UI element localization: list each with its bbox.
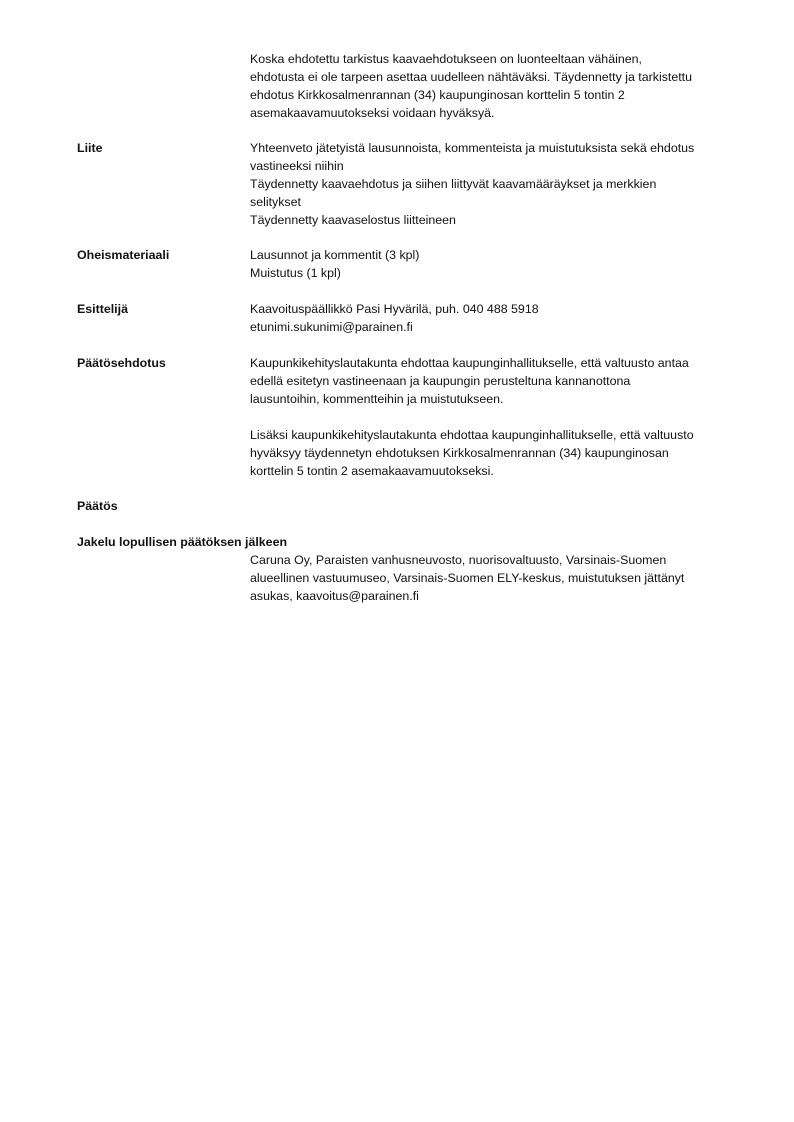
intro-paragraph	[250, 50, 750, 122]
intro-line: ehdotusta ei ole tarpeen asettaa uudelleen nähtäväksi. Täydennetty ja tarkistettu	[250, 70, 693, 84]
intro-line: ehdotus Kirkkosalmenrannan (34) kaupunginosan korttelin 5 tontin 2	[250, 88, 625, 102]
esittelija-content	[250, 300, 750, 336]
jakelu-line: asukas, kaavoitus@parainen.fi	[250, 589, 419, 603]
paatos-label: Päätös	[77, 499, 118, 513]
paatosehdotus-line: korttelin 5 tontin 2 asemakaavamuutokseksi.	[250, 464, 494, 478]
liite-content	[250, 139, 750, 229]
jakelu-line: Caruna Oy, Paraisten vanhusneuvosto, nuorisovaltuusto, Varsinais-Suomen	[250, 553, 667, 567]
paatosehdotus-line: Kaupunkikehityslautakunta ehdottaa kaupunginhallitukselle, että valtuusto antaa	[250, 356, 689, 370]
liite-line: vastineeksi niihin	[250, 159, 344, 173]
jakelu-content	[250, 551, 750, 605]
intro-line: asemakaavamuutokseksi voidaan hyväksyä.	[250, 106, 495, 120]
jakelu-line: alueellinen vastuumuseo, Varsinais-Suomen ELY-keskus, muistutuksen jättänyt	[250, 571, 685, 585]
oheismateriaali-line: Lausunnot ja kommentit (3 kpl)	[250, 248, 420, 262]
liite-line: Täydennetty kaavaselostus liitteineen	[250, 213, 456, 227]
liite-label: Liite	[77, 141, 103, 155]
paatosehdotus-line: hyväksyy täydennetyn ehdotuksen Kirkkosalmenrannan (34) kaupunginosan	[250, 446, 669, 460]
paatosehdotus-paragraph-1	[250, 354, 750, 408]
liite-line: selitykset	[250, 195, 301, 209]
paatosehdotus-line: edellä esitetyn vastineenaan ja kaupungin perusteltuna kannanottona	[250, 374, 631, 388]
liite-line: Yhteenveto jätetyistä lausunnoista, kommenteista ja muistutuksista sekä ehdotus	[250, 141, 695, 155]
oheismateriaali-line: Muistutus (1 kpl)	[250, 266, 341, 280]
paatosehdotus-line: Lisäksi kaupunkikehityslautakunta ehdottaa kaupunginhallitukselle, että valtuusto	[250, 428, 694, 442]
paatosehdotus-paragraph-2	[250, 426, 750, 480]
esittelija-email: etunimi.sukunimi@parainen.fi	[250, 320, 413, 334]
esittelija-label: Esittelijä	[77, 302, 128, 316]
jakelu-label: Jakelu lopullisen päätöksen jälkeen	[77, 535, 288, 549]
intro-line: Koska ehdotettu tarkistus kaavaehdotukseen on luonteeltaan vähäinen,	[250, 52, 642, 66]
oheismateriaali-content	[250, 246, 750, 282]
liite-line: Täydennetty kaavaehdotus ja siihen liittyvät kaavamääräykset ja merkkien	[250, 177, 657, 191]
paatosehdotus-line: lausuntoihin, kommentteihin ja muistutukseen.	[250, 392, 504, 406]
esittelija-line: Kaavoituspäällikkö Pasi Hyvärilä, puh. 040 488 5918	[250, 302, 539, 316]
oheismateriaali-label: Oheismateriaali	[77, 248, 170, 262]
paatosehdotus-label: Päätösehdotus	[77, 356, 166, 370]
